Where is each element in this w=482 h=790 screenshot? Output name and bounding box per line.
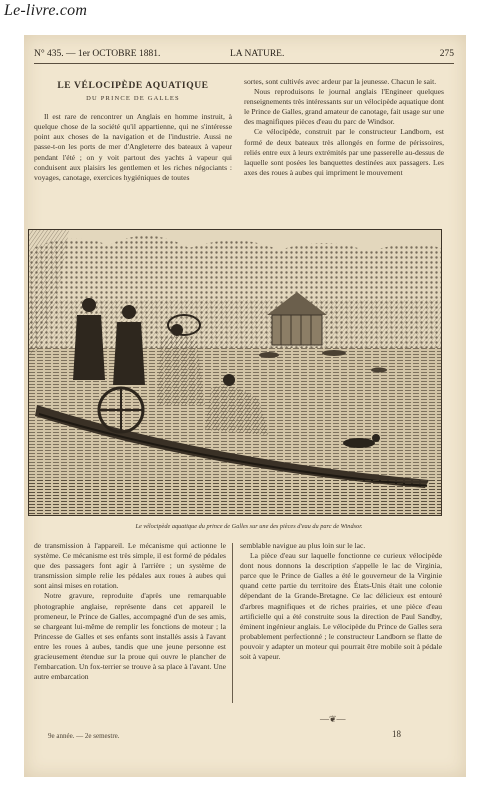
end-ornament: —❦— (320, 714, 346, 724)
paragraph: de transmission à l'appareil. Le mécanisme qui actionne le système. Ce mécanisme est très simple, il est formé de pédales que des passagers font agir à l'arrière ; un système de transmission simple relie les pédales aux roues à aubes qui sont ainsi mises en rotation. (34, 541, 226, 591)
column-top-right (244, 77, 444, 227)
paragraph: La pièce d'eau sur laquelle fonctionne ce curieux vélocipède dont nous donnons la description s'appelle le lac de Virginia, parce que le Prince de Galles a été le gouverneur de la Virginie quand cette partie du territoire des États-Unis était une colonie dépendant de la Grande-Bretagne. Ce lac délicieux est entouré d'arbres magnifiques et de riches prairies, et une pièce d'eau artificielle qui a été construite sous la direction de Paul Sandby, éminent ingénieur anglais. Le vélocipède du Prince de Galles sera probablement perfectionné ; le constructeur Landborn se flatte de pouvoir y adapter un moteur qui pourrait être mobile soit à pédale soit à vapeur. (240, 551, 442, 662)
journal-title: LA NATURE. (230, 49, 285, 59)
paragraph: semblable navigue au plus loin sur le lac. (240, 541, 366, 550)
book-page (24, 35, 466, 777)
article-subtitle: DU PRINCE DE GALLES (86, 95, 180, 103)
article-title: LE VÉLOCIPÈDE AQUATIQUE (57, 81, 209, 91)
page-header (34, 49, 454, 61)
paragraph: Il est rare de rencontrer un Anglais en homme instruit, à quelque chose de la société qu'il appartienne, qui ne s'intéresse point aux choses de la navigation et de l'industrie. Aussi ne passe-t-on les ports de mer d'Angleterre des bateaux à vapeur pendant l'été ; on y voit partout des yachts à vapeur qui conduisent aux plaisirs les gentlemen et les riches négociants : voyages, canotage, exercices hygiéniques de toutes (34, 112, 232, 182)
engraving-illustration (28, 229, 442, 516)
header-rule (34, 63, 454, 64)
paragraph: Ce vélocipède, construit par le constructeur Landborn, est formé de deux bateaux très allongés en forme de périssoires, reliés entre eux à leurs extrémités par une passerelle au-dessus de laquelle sont posées les banquettes destinées aux passagers. Les axes des roues à aubes qui impriment le mouvement (244, 127, 444, 177)
column-bottom-right (240, 541, 442, 711)
column-divider (232, 543, 233, 703)
issue-label: N° 435. — 1er OCTOBRE 1881. (34, 49, 161, 59)
signature-number: 18 (392, 729, 401, 739)
watermark-logo: Le-livre.com (4, 2, 88, 19)
paragraph: Nous reproduisons le journal anglais l'Engineer quelques renseignements très intéressants sur un vélocipède aquatique dont le Prince de Galles, grand amateur de canotage, fait usage sur une des magnifiques pièces d'eau du parc de Windsor. (244, 87, 444, 127)
column-top-left (34, 79, 232, 227)
page-number: 275 (439, 49, 454, 59)
column-bottom-left (34, 541, 226, 711)
figure-caption: Le vélocipède aquatique du prince de Galles sur une des pièces d'eau du parc de Windsor. (135, 523, 363, 530)
engraving-drawing (29, 230, 441, 515)
paragraph: sortes, sont cultivés avec ardeur par la jeunesse. Chacun le sait. (244, 77, 437, 86)
signature-mark: 9e année. — 2e semestre. (48, 732, 120, 740)
paragraph: Notre gravure, reproduite d'après une remarquable photographie anglaise, représente dans cet appareil le promeneur, le Prince de Galles, accompagné d'un de ses amis, se chargeant lui-même de remplir les fonctions de moteur ; la Princesse de Galles et ses enfants sont installés assis à l'avant entre les roues à aubes, tandis que une jeune personne est gracieusement étendue sur la proue qui ouvre le plancher de l'embarcation. Un fox-terrier se trouve à sa place à l'avant. Une autre embarcation (34, 591, 226, 682)
